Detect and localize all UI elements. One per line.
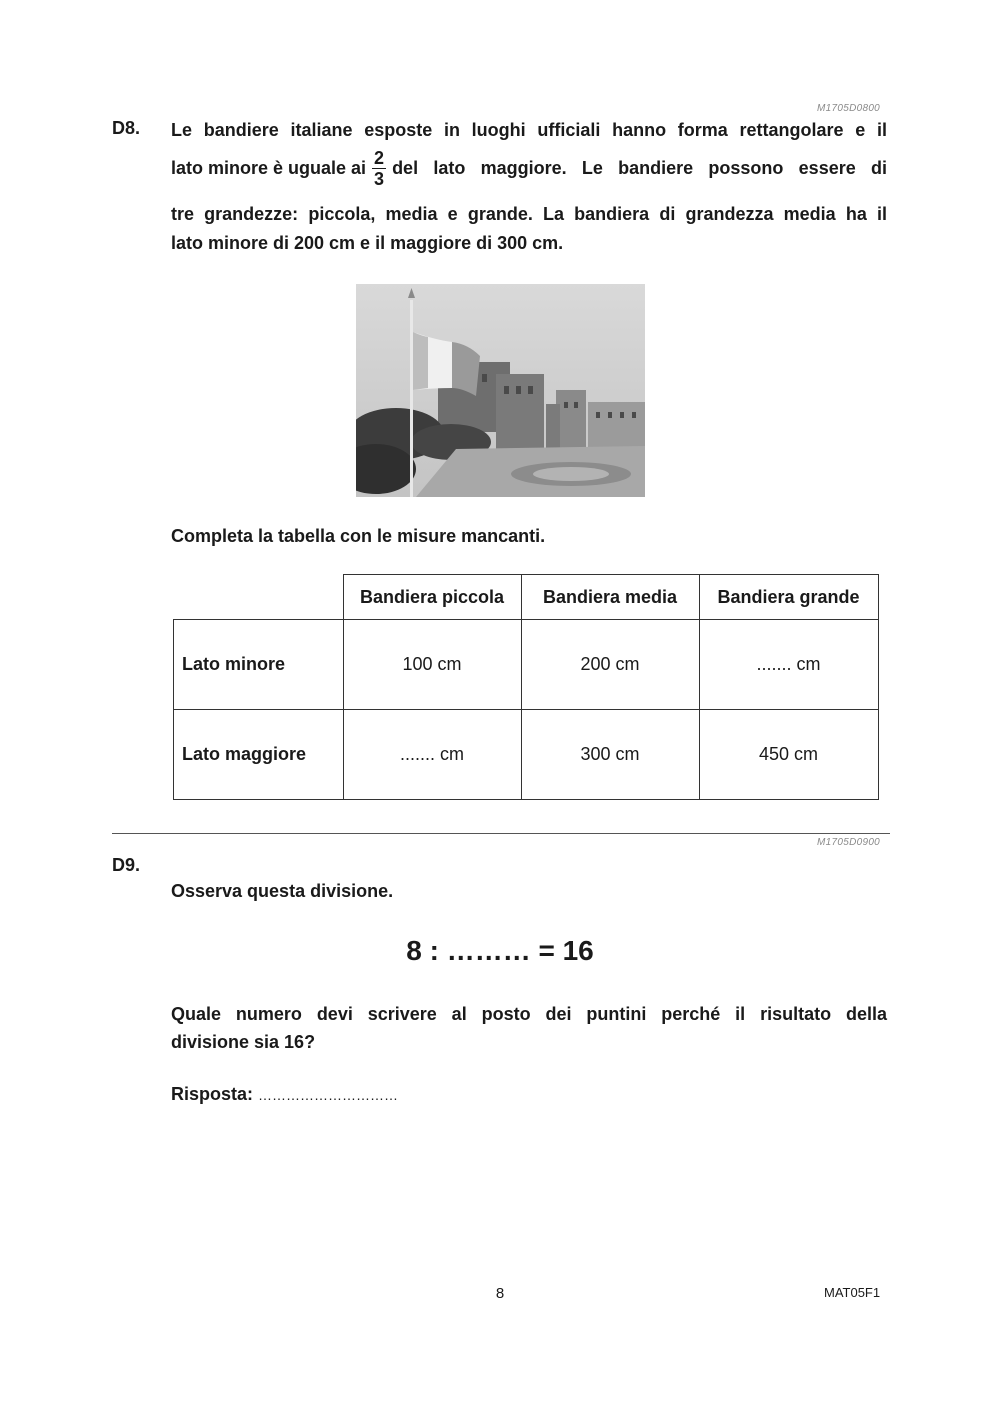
- cell-medium-long: 300 cm: [521, 710, 699, 800]
- question-number: D8.: [112, 118, 141, 138]
- cell-large-long: 450 cm: [699, 710, 878, 800]
- fraction-numerator: 2: [374, 148, 385, 168]
- fraction: [372, 148, 386, 189]
- question-code: M1705D0900: [817, 837, 881, 848]
- text-after-fraction-content: del lato maggiore. Le bandiere possono essere di: [392, 158, 887, 178]
- cell-large-short[interactable]: ....... cm: [699, 620, 878, 710]
- division-equation: 8 : ……… = 16: [406, 935, 594, 966]
- question-text-line-2: [171, 148, 887, 189]
- question-text-line-4: lato minore di 200 cm e il maggiore di 300 cm.: [171, 233, 564, 253]
- cell-small-long[interactable]: ....... cm: [343, 710, 521, 800]
- measurements-table: [173, 574, 879, 800]
- text-after-fraction: [392, 158, 887, 179]
- question-number: D9.: [112, 855, 141, 875]
- document-code: MAT05F1: [824, 1285, 881, 1300]
- question-text-line-3: tre grandezze: piccola, media e grande. La bandiera di grandezza media ha il: [171, 204, 887, 224]
- header-large-flag: Bandiera grande: [699, 575, 878, 620]
- answer-label: Risposta:: [171, 1084, 254, 1104]
- question-text-line-1: Le bandiere italiane esposte in luoghi ufficiali hanno forma rettangolare e il: [171, 120, 887, 140]
- question-code: M1705D0800: [817, 103, 881, 114]
- cell-medium-short: 200 cm: [521, 620, 699, 710]
- row-label-short-side: Lato minore: [174, 620, 344, 710]
- table-row: [174, 710, 879, 800]
- header-small-flag: Bandiera piccola: [343, 575, 521, 620]
- header-medium-flag: Bandiera media: [521, 575, 699, 620]
- question-text-line-2: divisione sia 16?: [171, 1032, 316, 1052]
- row-label-long-side: Lato maggiore: [174, 710, 344, 800]
- table-corner: [174, 575, 344, 620]
- cell-small-short: 100 cm: [343, 620, 521, 710]
- table-instruction: Completa la tabella con le misure mancanti.: [171, 526, 546, 546]
- question-text-line-1: Quale numero devi scrivere al posto dei puntini perché il risultato della: [171, 1004, 887, 1024]
- question-intro: Osserva questa divisione.: [171, 881, 394, 901]
- text-before-fraction: lato minore è uguale ai: [171, 158, 367, 178]
- fraction-denominator: 3: [374, 169, 385, 189]
- answer-blank[interactable]: …………………………: [258, 1087, 399, 1103]
- answer-line: [171, 1084, 398, 1105]
- table-row: [174, 620, 879, 710]
- section-divider: [112, 833, 890, 834]
- page-number: 8: [495, 1285, 505, 1302]
- flag-photo: [356, 284, 645, 497]
